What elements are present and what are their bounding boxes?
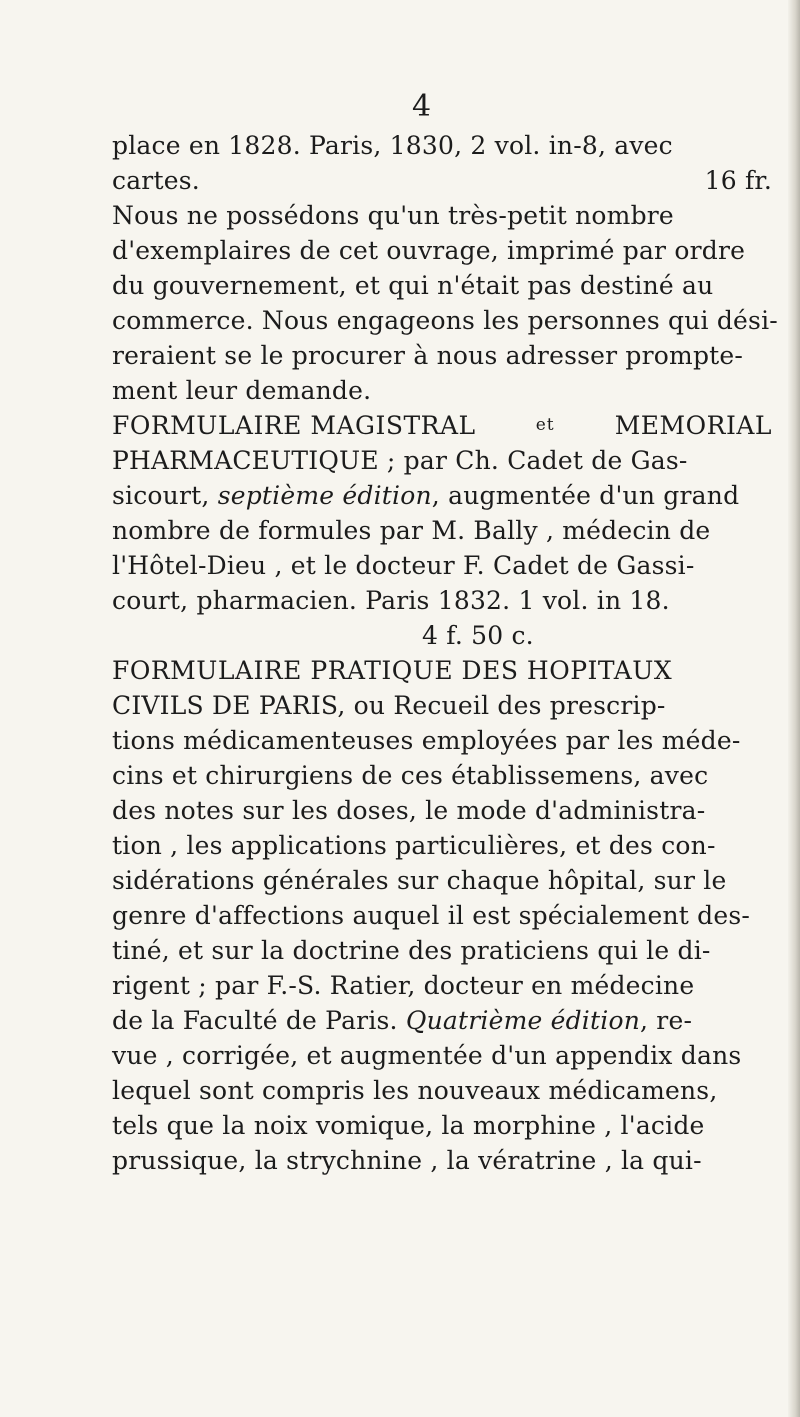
text-line: nombre de formules par M. Bally , médecin de [112, 516, 711, 545]
page-number: 4 [412, 89, 432, 124]
text-line: court, pharmacien. Paris 1832. 1 vol. in 18. [112, 586, 670, 615]
text-line: tions médicamenteuses employées par les méde- [112, 726, 741, 755]
page-edge-shadow [788, 0, 800, 1417]
text-line: place en 1828. Paris, 1830, 2 vol. in-8, avec [112, 131, 673, 160]
page-body-text [112, 128, 778, 1178]
price: 4 f. 50 c. [422, 621, 534, 650]
text-line: PHARMACEUTIQUE ; par Ch. Cadet de Gas- [112, 446, 688, 475]
text-line: CIVILS DE PARIS, ou Recueil des prescrip- [112, 691, 666, 720]
text-line: reraient se le procurer à nous adresser prompte- [112, 341, 744, 370]
text-line: lequel sont compris les nouveaux médicamens, [112, 1076, 718, 1105]
text-line: cartes. 16 fr. [112, 163, 772, 198]
entry-heading: FORMULAIRE MAGISTRAL et MEMORIAL [112, 411, 772, 440]
text-line: sidérations générales sur chaque hôpital, sur le [112, 866, 727, 895]
text-line: genre d'affections auquel il est spécialement des- [112, 901, 751, 930]
text-line: sicourt, septième édition, augmentée d'un grand [112, 481, 740, 510]
entry-heading: FORMULAIRE PRATIQUE DES HOPITAUX [112, 656, 673, 685]
text-line: tion , les applications particulières, et des con- [112, 831, 716, 860]
text-line: d'exemplaires de cet ouvrage, imprimé par ordre [112, 236, 746, 265]
text-line: des notes sur les doses, le mode d'administra- [112, 796, 706, 825]
text-line: commerce. Nous engageons les personnes qui dési- [112, 306, 778, 335]
text-line: Nous ne possédons qu'un très-petit nombre [112, 201, 674, 230]
text-line: vue , corrigée, et augmentée d'un appendix dans [112, 1041, 742, 1070]
price-line [112, 618, 772, 653]
text-line: rigent ; par F.-S. Ratier, docteur en médecine [112, 971, 695, 1000]
text-line: du gouvernement, et qui n'était pas destiné au [112, 271, 714, 300]
text-line: l'Hôtel-Dieu , et le docteur F. Cadet de Gassi- [112, 551, 695, 580]
text-line: prussique, la strychnine , la vératrine , la qui- [112, 1146, 702, 1175]
text-line: cins et chirurgiens de ces établissemens, avec [112, 761, 709, 790]
text-line: tiné, et sur la doctrine des praticiens qui le di- [112, 936, 711, 965]
text-line: ment leur demande. [112, 376, 372, 405]
text-line: de la Faculté de Paris. Quatrième édition, re- [112, 1006, 693, 1035]
text-line: tels que la noix vomique, la morphine , l'acide [112, 1111, 705, 1140]
price: 16 fr. [704, 166, 772, 195]
